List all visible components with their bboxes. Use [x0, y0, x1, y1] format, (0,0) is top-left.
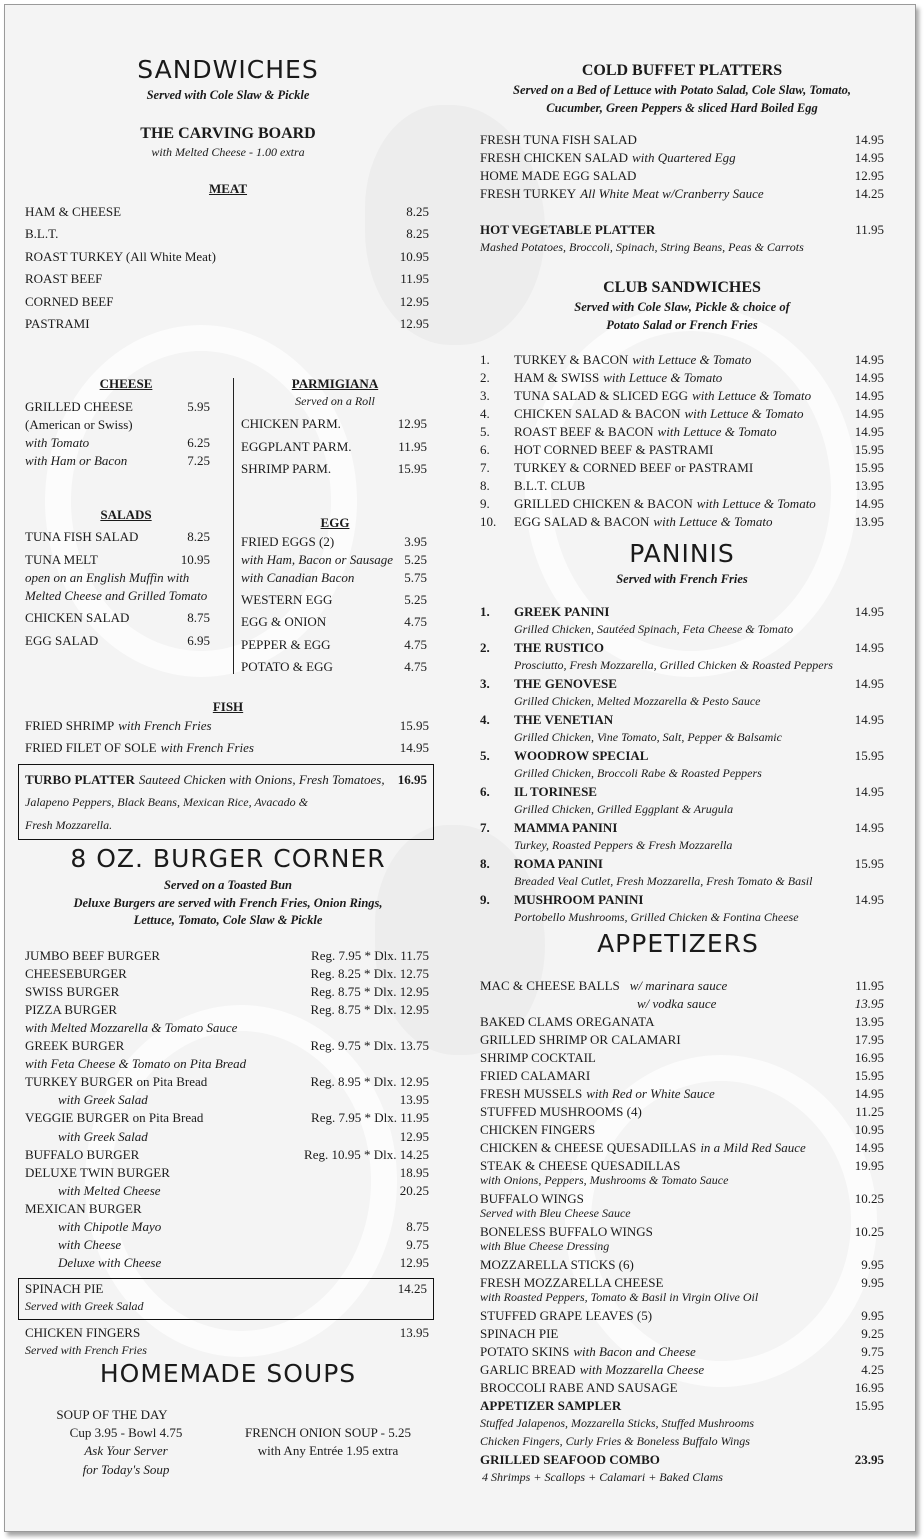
- subsection-title: FISH: [212, 699, 244, 714]
- item-description: with Lettuce & Tomato: [632, 352, 752, 367]
- menu-item-name: BONELESS BUFFALO WINGS: [480, 1224, 653, 1239]
- menu-item-name: ROAST BEEF: [25, 271, 103, 286]
- menu-item-name: CHICKEN SALAD: [25, 610, 130, 625]
- menu-item-name: TUNA MELT: [25, 552, 98, 567]
- menu-item-name: with Canadian Bacon: [241, 570, 355, 585]
- menu-item: [480, 150, 736, 166]
- item-name: ROAST BEEF & BACON: [514, 424, 654, 440]
- item-description: with Lettuce & Tomato: [692, 388, 812, 404]
- menu-item-name: ROAST TURKEY (All White Meat): [25, 249, 216, 264]
- item-description: Chicken Fingers, Curly Fries & Boneless Buffalo Wings: [480, 1434, 750, 1448]
- menu-item: [25, 718, 212, 734]
- item-description: Grilled Chicken, Broccoli Rabe & Roasted Peppers: [514, 766, 762, 781]
- menu-item: [480, 1140, 806, 1156]
- menu-item-name: HOT VEGETABLE PLATTER: [480, 222, 656, 237]
- column-divider: [233, 378, 234, 674]
- menu-item-price: 3.95: [404, 534, 427, 549]
- item-name: FRESH TURKEY: [480, 186, 577, 201]
- menu-item-name: with Feta Cheese & Tomato on Pita Bread: [25, 1056, 247, 1072]
- menu-item-name: WESTERN EGG: [241, 592, 333, 607]
- menu-item-price: 14.25: [854, 186, 884, 201]
- menu-item-name: GREEK PANINI: [514, 604, 610, 619]
- item-name: TURBO PLATTER: [25, 772, 135, 787]
- menu-item-name: GRILLED SHRIMP OR CALAMARI: [480, 1032, 681, 1047]
- menu-item-price: 16.95: [397, 772, 427, 787]
- item-name: B.L.T. CLUB: [514, 478, 586, 494]
- soup-name: SOUP OF THE DAY: [56, 1407, 168, 1422]
- menu-item-name: DELUXE TWIN BURGER: [25, 1164, 170, 1180]
- item-description: with Red or White Sauce: [586, 1086, 715, 1101]
- item-description: with Bacon and Cheese: [573, 1344, 696, 1359]
- menu-item-name: FRESH MOZZARELLA CHEESE: [480, 1275, 664, 1290]
- soup-price: Cup 3.95 - Bowl 4.75: [69, 1425, 183, 1440]
- menu-item-price: 13.95: [854, 996, 884, 1011]
- item-number: 6.: [480, 784, 490, 800]
- menu-item-name: MAMMA PANINI: [514, 820, 618, 836]
- subsection-title: THE CARVING BOARD: [140, 125, 316, 142]
- subsection-title: MEAT: [208, 181, 248, 196]
- menu-item: [514, 514, 772, 530]
- menu-item: [514, 370, 722, 386]
- subsection-title: EGG: [320, 515, 350, 530]
- menu-item-price: 11.95: [855, 978, 884, 993]
- item-description: Prosciutto, Fresh Mozzarella, Grilled Chicken & Roasted Peppers: [514, 658, 833, 673]
- item-number: 8.: [480, 856, 490, 872]
- menu-item-name: PIZZA BURGER: [25, 1002, 118, 1018]
- menu-item-price: 11.95: [400, 271, 429, 286]
- menu-item-price: 5.25: [404, 592, 427, 607]
- item-number: 2.: [480, 640, 490, 656]
- item-description: with Mozzarella Cheese: [579, 1362, 705, 1377]
- item-description: Grilled Chicken, Melted Mozzarella & Pesto Sauce: [514, 694, 761, 709]
- item-description: Served with Bleu Cheese Sauce: [480, 1206, 631, 1220]
- menu-item-price: 14.95: [854, 132, 884, 147]
- menu-item-name: PEPPER & EGG: [241, 637, 331, 652]
- item-name: TURKEY & BACON: [514, 352, 629, 367]
- menu-item-price: 11.95: [855, 222, 884, 237]
- menu-item: [480, 978, 727, 994]
- menu-item-name: STUFFED MUSHROOMS (4): [480, 1104, 642, 1119]
- menu-item-price: 13.95: [399, 1325, 429, 1340]
- menu-item-price: 10.95: [399, 249, 429, 264]
- menu-item-price: 14.95: [854, 352, 884, 367]
- menu-item-price: 20.25: [399, 1182, 429, 1198]
- item-name: FRIED SHRIMP: [25, 718, 115, 733]
- item-description: with Blue Cheese Dressing: [480, 1239, 610, 1253]
- menu-item-price: 9.95: [861, 1275, 884, 1290]
- menu-item-name: B.L.T.: [25, 226, 59, 241]
- menu-item-price: 14.95: [854, 640, 884, 656]
- menu-item-price: Reg. 8.75 * Dlx. 12.95: [310, 1002, 429, 1018]
- item-description: in a Mild Red Sauce: [700, 1140, 806, 1155]
- item-number: 7.: [480, 820, 490, 836]
- item-name: FRESH CHICKEN SALAD: [480, 150, 629, 165]
- item-name: TUNA SALAD & SLICED EGG: [514, 388, 689, 404]
- menu-item: [480, 1362, 704, 1378]
- menu-item-price: 12.95: [399, 294, 429, 309]
- menu-item-name: SHRIMP COCKTAIL: [480, 1050, 596, 1065]
- menu-item: [514, 478, 585, 494]
- item-description: Grilled Chicken, Vine Tomato, Salt, Pepper & Balsamic: [514, 730, 782, 745]
- menu-item-name: THE GENOVESE: [514, 676, 617, 692]
- item-description: Sauteed Chicken with Onions, Fresh Tomatoes,: [138, 772, 385, 787]
- menu-item-price: 5.75: [404, 570, 427, 585]
- menu-item-price: Reg. 8.75 * Dlx. 12.95: [310, 984, 429, 1000]
- menu-item-price: 4.75: [404, 659, 427, 674]
- item-description: Grilled Chicken, Grilled Eggplant & Arugula: [514, 802, 734, 817]
- menu-item-name: THE RUSTICO: [514, 640, 604, 656]
- menu-item-name: BROCCOLI RABE AND SAUSAGE: [480, 1380, 678, 1395]
- item-description: with Lettuce & Tomato: [653, 514, 773, 530]
- item-name: FRESH TUNA FISH SALAD: [480, 132, 637, 147]
- menu-item-price: 13.95: [854, 478, 884, 494]
- section-title: HOMEMADE SOUPS: [99, 1359, 357, 1388]
- item-description: Turkey, Roasted Peppers & Fresh Mozzarella: [514, 838, 733, 853]
- item-description: Stuffed Jalapenos, Mozzarella Sticks, Stuffed Mushrooms: [480, 1416, 755, 1430]
- item-number: 8.: [480, 478, 490, 494]
- menu-item-price: 23.95: [854, 1452, 884, 1467]
- menu-item-price: 11.95: [398, 439, 427, 454]
- menu-item-price: Reg. 7.95 * Dlx. 11.95: [311, 1110, 429, 1126]
- item-description: with Lettuce & Tomato: [696, 496, 816, 512]
- menu-item-name: STUFFED GRAPE LEAVES (5): [480, 1308, 653, 1323]
- section-subtitle: Lettuce, Tomato, Cole Slaw & Pickle: [133, 913, 323, 927]
- item-number: 1.: [480, 604, 490, 619]
- menu-item-name: SWISS BURGER: [25, 984, 120, 1000]
- menu-item-name: BAKED CLAMS OREGANATA: [480, 1014, 655, 1029]
- soup-note: Ask Your Server: [84, 1443, 168, 1458]
- menu-item-price: 14.95: [854, 150, 884, 165]
- menu-item-price: 19.95: [854, 1158, 884, 1173]
- menu-item-name: open on an English Muffin with: [25, 570, 190, 585]
- menu-item-price: Reg. 8.95 * Dlx. 12.95: [310, 1074, 429, 1090]
- menu-item: [25, 740, 254, 756]
- item-description: with Onions, Peppers, Mushrooms & Tomato Sauce: [480, 1173, 729, 1187]
- menu-item-price: 10.25: [854, 1191, 884, 1206]
- menu-item-name: SPINACH PIE: [25, 1281, 104, 1296]
- menu-item-name: SHRIMP PARM.: [241, 461, 332, 476]
- item-description: 4 Shrimps + Scallops + Calamari + Baked Clams: [482, 1470, 723, 1484]
- menu-item: [514, 442, 713, 458]
- item-description: with Lettuce & Tomato: [657, 424, 777, 440]
- menu-item-price: 14.95: [854, 676, 884, 692]
- menu-item-price: 4.75: [404, 614, 427, 629]
- menu-item-name: CHICKEN FINGERS: [25, 1325, 141, 1340]
- menu-item-name: VEGGIE BURGER on Pita Bread: [25, 1110, 204, 1126]
- item-number: 3.: [480, 388, 490, 404]
- item-name: CHICKEN & CHEESE QUESADILLAS: [480, 1140, 697, 1155]
- menu-item-price: 9.95: [861, 1257, 884, 1272]
- menu-item-price: 12.95: [399, 316, 429, 331]
- item-number: 10.: [480, 514, 497, 530]
- item-description: Fresh Mozzarella.: [25, 818, 113, 832]
- menu-item-price: 14.95: [854, 784, 884, 800]
- menu-item: [480, 186, 764, 202]
- menu-item-price: 14.95: [854, 820, 884, 836]
- menu-item-name: WOODROW SPECIAL: [514, 748, 649, 764]
- item-name: HAM & SWISS: [514, 370, 600, 386]
- item-number: 5.: [480, 748, 490, 764]
- menu-item-price: 14.95: [854, 604, 884, 619]
- menu-item-price: 14.95: [399, 740, 429, 755]
- menu-item-price: 9.75: [406, 1236, 429, 1252]
- section-title: PANINIS: [629, 539, 735, 568]
- item-description: Jalapeno Peppers, Black Beans, Mexican Rice, Avacado &: [25, 795, 309, 809]
- item-name: HOT CORNED BEEF & PASTRAMI: [514, 442, 714, 458]
- menu-item-price: 15.95: [397, 461, 427, 476]
- menu-item-price: 14.95: [854, 388, 884, 404]
- menu-item-name: BUFFALO BURGER: [25, 1146, 140, 1162]
- menu-item-price: 14.95: [854, 496, 884, 512]
- menu-item-price: 10.25: [854, 1224, 884, 1239]
- menu-item-name: EGG & ONION: [241, 614, 327, 629]
- menu-item-name: Melted Cheese and Grilled Tomato: [25, 588, 208, 603]
- item-name: GRILLED CHICKEN & BACON: [514, 496, 693, 512]
- menu-item: [25, 772, 385, 788]
- menu-item-name: EGGPLANT PARM.: [241, 439, 352, 454]
- menu-item-price: 8.25: [406, 204, 429, 219]
- menu-item-price: 14.95: [854, 370, 884, 386]
- menu-item: [480, 132, 637, 148]
- item-name: GARLIC BREAD: [480, 1362, 576, 1377]
- section-subtitle: Deluxe Burgers are served with French Fries, Onion Rings,: [73, 896, 383, 910]
- item-number: 1.: [480, 352, 490, 367]
- menu-item-price: 8.75: [406, 1218, 429, 1234]
- menu-item-name: SPINACH PIE: [480, 1326, 559, 1341]
- item-description: Portobello Mushrooms, Grilled Chicken & Fontina Cheese: [514, 910, 799, 925]
- menu-item-name: GRILLED SEAFOOD COMBO: [480, 1452, 660, 1467]
- subsection-title: PARMIGIANA: [291, 376, 379, 391]
- menu-item: [514, 388, 811, 404]
- item-description: with French Fries: [118, 718, 212, 733]
- menu-item-name: with Cheese: [58, 1236, 122, 1252]
- menu-item-name: THE VENETIAN: [514, 712, 614, 728]
- menu-item-price: 16.95: [854, 1050, 884, 1065]
- section-subtitle: Served on a Bed of Lettuce with Potato Salad, Cole Slaw, Tomato,: [513, 83, 851, 97]
- menu-item-price: 15.95: [854, 748, 884, 764]
- menu-item-name: BUFFALO WINGS: [480, 1191, 584, 1206]
- item-description: with Roasted Peppers, Tomato & Basil in Virgin Olive Oil: [480, 1290, 759, 1304]
- menu-item-name: CHICKEN PARM.: [241, 416, 341, 431]
- menu-item-name: FRIED CALAMARI: [480, 1068, 591, 1083]
- menu-item-price: 15.95: [854, 856, 884, 872]
- menu-item-price: 13.95: [854, 514, 884, 530]
- menu-item-price: 6.95: [187, 633, 210, 648]
- section-subtitle: Served with French Fries: [616, 572, 748, 586]
- menu-item-name: GRILLED CHEESE: [25, 399, 133, 414]
- item-description: with French Fries: [160, 740, 254, 755]
- item-description: Breaded Veal Cutlet, Fresh Mozzarella, Fresh Tomato & Basil: [514, 874, 813, 889]
- menu-item-name: PASTRAMI: [25, 316, 90, 331]
- menu-item-price: 5.25: [404, 552, 427, 567]
- menu-item-name: (American or Swiss): [25, 417, 133, 432]
- menu-item-name: with Greek Salad: [58, 1128, 148, 1144]
- menu-item-price: 14.95: [854, 892, 884, 908]
- menu-item: [480, 168, 636, 184]
- section-subtitle: Served with Cole Slaw, Pickle & choice of: [574, 300, 790, 314]
- menu-item: [514, 352, 751, 368]
- menu-item-name: with Chipotle Mayo: [58, 1218, 162, 1234]
- menu-item-name: IL TORINESE: [514, 784, 597, 800]
- menu-item-price: 14.25: [397, 1281, 427, 1296]
- item-name: HOME MADE EGG SALAD: [480, 168, 637, 183]
- item-number: 2.: [480, 370, 490, 386]
- menu-item-name: CORNED BEEF: [25, 294, 114, 309]
- item-description: w/ marinara sauce: [629, 978, 728, 993]
- item-number: 9.: [480, 496, 490, 512]
- item-name: FRIED FILET OF SOLE: [25, 740, 157, 755]
- menu-item-price: 15.95: [854, 1398, 884, 1413]
- item-number: 9.: [480, 892, 490, 908]
- menu-item-name: with Ham, Bacon or Sausage: [241, 552, 394, 567]
- soup-note: for Today's Soup: [82, 1462, 170, 1477]
- menu-item-name: STEAK & CHEESE QUESADILLAS: [480, 1158, 681, 1173]
- menu-item-name: TURKEY BURGER on Pita Bread: [25, 1074, 208, 1090]
- menu-item-name: APPETIZER SAMPLER: [480, 1398, 622, 1413]
- menu-item-price: 15.95: [399, 718, 429, 733]
- item-number: 3.: [480, 676, 490, 692]
- menu-item-price: 17.95: [854, 1032, 884, 1047]
- section-title: APPETIZERS: [597, 929, 759, 958]
- menu-item-price: 16.95: [854, 1380, 884, 1395]
- item-description: Grilled Chicken, Sautéed Spinach, Feta Cheese & Tomato: [514, 622, 794, 636]
- menu-item-name: CHICKEN FINGERS: [480, 1122, 596, 1137]
- menu-item-name: GREEK BURGER: [25, 1038, 125, 1054]
- section-title: SANDWICHES: [137, 55, 319, 84]
- item-number: 5.: [480, 424, 490, 440]
- menu-item-price: 15.95: [854, 1068, 884, 1083]
- menu-item-price: 8.25: [406, 226, 429, 241]
- item-description: All White Meat w/Cranberry Sauce: [580, 186, 764, 201]
- menu-item-name: JUMBO BEEF BURGER: [25, 948, 161, 963]
- menu-item: [514, 406, 804, 422]
- menu-item-price: 9.25: [861, 1326, 884, 1341]
- menu-item: [480, 1086, 715, 1102]
- menu-item-price: 9.75: [861, 1344, 884, 1359]
- menu-item-price: 15.95: [854, 460, 884, 476]
- menu-item-price: 12.95: [854, 168, 884, 183]
- menu-item-price: 4.25: [861, 1362, 884, 1377]
- menu-item-name: HAM & CHEESE: [25, 204, 122, 219]
- item-number: 4.: [480, 406, 490, 422]
- item-name: FRESH MUSSELS: [480, 1086, 583, 1101]
- menu-item: [514, 424, 777, 440]
- item-description: Served with French Fries: [25, 1343, 147, 1357]
- menu-item-price: 9.95: [861, 1308, 884, 1323]
- menu-item-name: CHEESEBURGER: [25, 966, 127, 982]
- section-title: COLD BUFFET PLATTERS: [581, 62, 783, 79]
- menu-item-name: MUSHROOM PANINI: [514, 892, 644, 908]
- menu-item: [514, 496, 816, 512]
- menu-item-price: 18.95: [399, 1164, 429, 1180]
- subsection-title: CHEESE: [99, 376, 153, 391]
- menu-item-name: EGG SALAD: [25, 633, 99, 648]
- menu-item-name: with Melted Cheese: [58, 1182, 161, 1198]
- menu-item: [514, 460, 753, 476]
- item-description: Served with Greek Salad: [25, 1299, 144, 1313]
- menu-item-price: 14.95: [854, 406, 884, 422]
- section-subtitle: Served on a Toasted Bun: [163, 878, 293, 892]
- item-name: CHICKEN SALAD & BACON: [514, 406, 681, 422]
- menu-item-price: 14.95: [854, 1086, 884, 1101]
- menu-item-price: Reg. 8.25 * Dlx. 12.75: [310, 966, 429, 982]
- menu-item-name: MEXICAN BURGER: [25, 1200, 142, 1216]
- section-subtitle: Served with Cole Slaw & Pickle: [146, 88, 310, 102]
- soup-note: with Any Entrée 1.95 extra: [257, 1443, 399, 1458]
- menu-item-name: Deluxe with Cheese: [58, 1254, 162, 1270]
- menu-item-price: 10.95: [854, 1122, 884, 1137]
- item-number: 7.: [480, 460, 490, 476]
- menu-item-price: 10.95: [180, 552, 210, 567]
- item-name: TURKEY & CORNED BEEF or PASTRAMI: [514, 460, 754, 476]
- menu-item-name: FRIED EGGS (2): [241, 534, 335, 549]
- menu-item-price: 14.95: [854, 712, 884, 728]
- item-number: 4.: [480, 712, 490, 728]
- menu-item-price: 5.95: [187, 399, 210, 414]
- item-description: Mashed Potatoes, Broccoli, Spinach, String Beans, Peas & Carrots: [480, 240, 804, 254]
- menu-item-price: 15.95: [854, 442, 884, 458]
- section-title: 8 OZ. BURGER CORNER: [70, 844, 386, 873]
- item-description: w/ vodka sauce: [637, 996, 717, 1011]
- menu-item-price: Reg. 7.95 * Dlx. 11.75: [311, 948, 429, 963]
- item-name: MAC & CHEESE BALLS: [480, 978, 620, 993]
- subsection-note: with Melted Cheese - 1.00 extra: [151, 145, 305, 159]
- item-name: EGG SALAD & BACON: [514, 514, 650, 530]
- menu-item-price: 14.95: [854, 424, 884, 440]
- subsection-title: SALADS: [100, 507, 152, 522]
- item-description: with Lettuce & Tomato: [684, 406, 804, 422]
- menu-item-name: with Tomato: [25, 435, 90, 450]
- item-number: 6.: [480, 442, 490, 458]
- menu-item-price: 6.25: [187, 435, 210, 450]
- menu-item-name: with Ham or Bacon: [25, 453, 128, 468]
- item-description: with Lettuce & Tomato: [603, 370, 723, 386]
- menu-item-price: 12.95: [397, 416, 427, 431]
- menu-item-price: Reg. 9.75 * Dlx. 13.75: [310, 1038, 429, 1054]
- menu-item-name: MOZZARELLA STICKS (6): [480, 1257, 634, 1272]
- menu-item-price: 12.95: [399, 1128, 429, 1144]
- section-subtitle: Cucumber, Green Peppers & sliced Hard Boiled Egg: [546, 101, 818, 115]
- menu-item: [480, 1344, 696, 1360]
- section-title: CLUB SANDWICHES: [603, 279, 761, 296]
- menu-item-price: 7.25: [187, 453, 210, 468]
- menu-item-name: with Greek Salad: [58, 1092, 148, 1108]
- menu-item-name: ROMA PANINI: [514, 856, 603, 872]
- menu-item-price: 4.75: [404, 637, 427, 652]
- soup-name: FRENCH ONION SOUP - 5.25: [244, 1425, 412, 1440]
- subsection-note: Served on a Roll: [295, 394, 375, 408]
- menu-item-price: Reg. 10.95 * Dlx. 14.25: [304, 1146, 429, 1162]
- menu-item-price: 8.25: [187, 529, 210, 544]
- menu-item-name: POTATO & EGG: [241, 659, 333, 674]
- menu-item-price: 14.95: [854, 1140, 884, 1155]
- menu-item-name: with Melted Mozzarella & Tomato Sauce: [25, 1020, 238, 1036]
- menu-item-name: TUNA FISH SALAD: [25, 529, 139, 544]
- menu-item-price: 8.75: [187, 610, 210, 625]
- item-description: with Quartered Egg: [632, 150, 736, 165]
- item-name: POTATO SKINS: [480, 1344, 570, 1359]
- section-subtitle: Potato Salad or French Fries: [606, 318, 758, 332]
- menu-item-price: 13.95: [854, 1014, 884, 1029]
- menu-item-price: 13.95: [399, 1092, 429, 1108]
- menu-item-price: 11.25: [855, 1104, 884, 1119]
- menu-item-price: 12.95: [399, 1254, 429, 1270]
